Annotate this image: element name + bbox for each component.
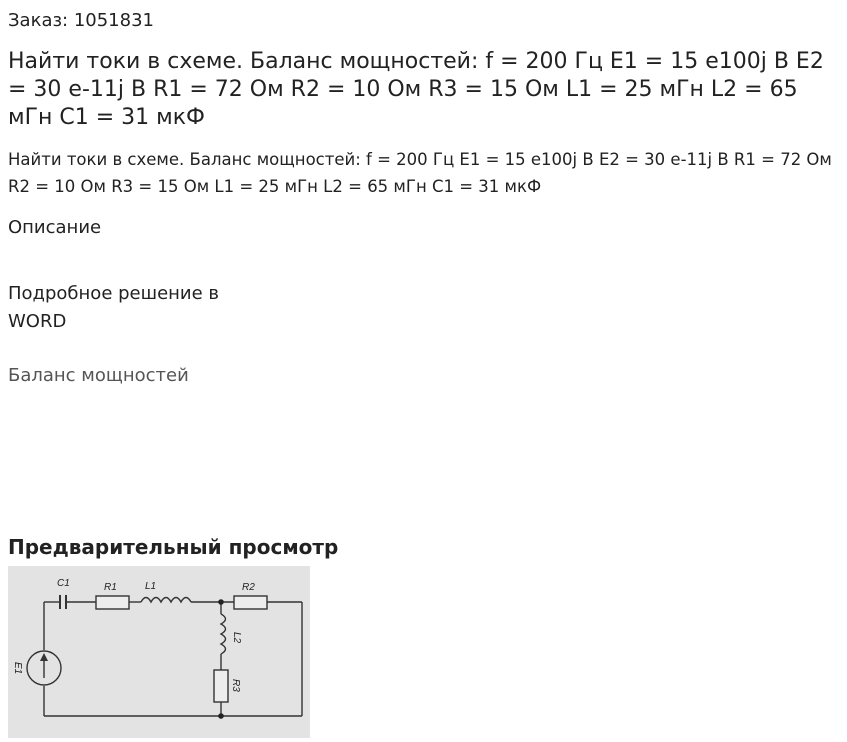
page-title: Найти токи в схеме. Баланс мощностей: f = 200 Гц E1 = 15 e100j В E2 = 30 e-11j В R1 = 72 Ом R2 = 10 Ом R3 = 15 Ом L1 = 25 мГн L2 = 65 мГн C1 = 31 мкФ bbox=[8, 49, 824, 130]
label-l2: L2 bbox=[231, 632, 242, 644]
label-c1: C1 bbox=[57, 578, 70, 589]
balance-text: Баланс мощностей bbox=[8, 365, 189, 386]
preview-title: Предварительный просмотр bbox=[8, 535, 339, 559]
task-text: Найти токи в схеме. Баланс мощностей: f = 200 Гц E1 = 15 e100j В E2 = 30 e-11j В R1 = 72 Ом R2 = 10 Ом R3 = 15 Ом L1 = 25 мГн L2 = 65 мГн C1 = 31 мкФ bbox=[8, 150, 832, 196]
detail-text: Подробное решение в WORD bbox=[8, 283, 220, 332]
label-r1: R1 bbox=[104, 582, 117, 593]
label-r2: R2 bbox=[242, 582, 255, 593]
label-e1: E1 bbox=[12, 662, 23, 675]
preview-image[interactable] bbox=[8, 566, 310, 738]
label-r3: R3 bbox=[230, 679, 241, 692]
circuit-diagram bbox=[8, 566, 310, 738]
description-label: Описание bbox=[8, 217, 102, 238]
order-number: Заказ: 1051831 bbox=[8, 10, 154, 31]
label-l1: L1 bbox=[145, 581, 157, 592]
